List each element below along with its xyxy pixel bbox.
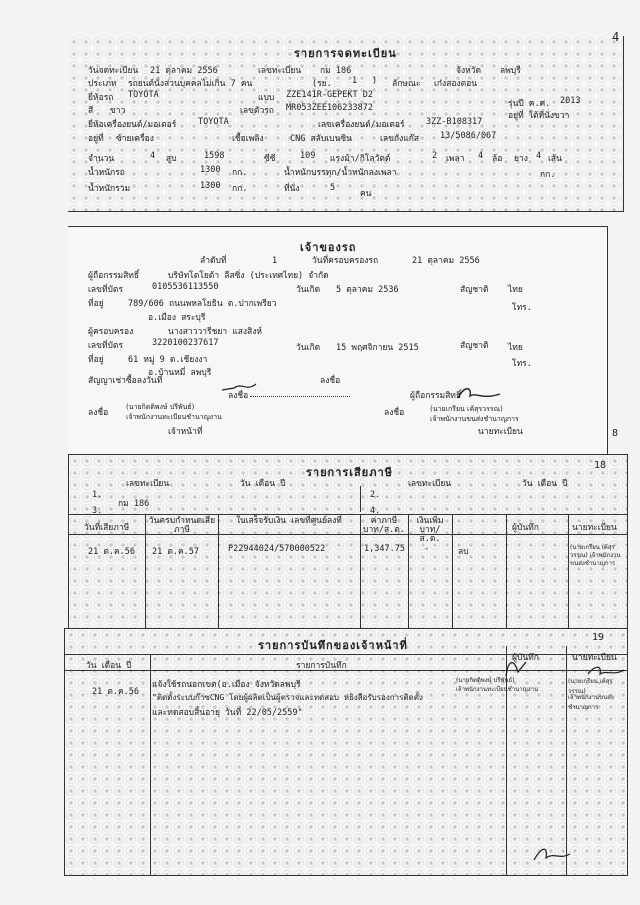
record-col-1 [150, 654, 151, 876]
ro-label: (รย. [312, 79, 332, 89]
tax-row-receipt: P22944024/570000522 [228, 544, 326, 554]
cc: 1598 [204, 151, 225, 161]
corner-number-mid: 8 [612, 428, 619, 439]
address-line2: อ.เมือง สระบุรี [148, 313, 206, 323]
id2-label: เลขที่บัตร [88, 341, 124, 351]
engine-no-label: เลขเครื่องยนต์/มอเตอร์ [318, 120, 405, 130]
tax-row-tax: 1,347.75 [364, 544, 405, 554]
tel2-label: โทร. [512, 359, 532, 369]
record-header-top [64, 654, 628, 655]
sign-line-1 [250, 396, 350, 397]
record-line-3: และทดสอบสิ้นอายุ วันที่ 22/05/2559" [152, 708, 303, 718]
address-line1: 789/606 ถนนพหลโยธิน ต.ปากเพรียว [128, 299, 277, 309]
address2-label: ที่อยู่ [88, 355, 104, 365]
dob2: 15 พฤศจิกายน 2515 [336, 343, 419, 353]
holder-sign-label: ผู้ถือกรรมสิทธิ์ [410, 391, 462, 401]
tax-head-date: วัน เดือน ปี [240, 479, 286, 489]
seats: 5 [330, 183, 336, 193]
registrar-position: เจ้าพนักงานขนส่งชำนาญการ [430, 415, 519, 423]
holder: บริษัทโตโยต้า ลีสซิ่ง (ประเทศไทย) จำกัด [168, 271, 329, 281]
tax-col-header-6: นายทะเบียน [572, 523, 617, 533]
axle-unit: เพลา [446, 154, 465, 164]
cylinders: 4 [150, 151, 156, 161]
province: ลพบุรี [500, 66, 521, 76]
tax-r2: 2. [370, 490, 381, 500]
tax-head-plate-2: เลขทะเบียน [408, 479, 452, 489]
tax-col-header-1: วันครบกำหนดเสียภาษี [148, 516, 216, 535]
tax-row-recorder: ลบ [458, 547, 469, 557]
cyl-unit: สูบ [166, 154, 177, 164]
wheels: 4 [478, 151, 484, 161]
nationality: ไทย [508, 285, 523, 295]
registrar-name: (นายเกรียน เค้สุรวรรณ) [430, 405, 503, 413]
gross-unit: กก. [232, 184, 248, 194]
officer-title: เจ้าหน้าที่ [168, 427, 203, 437]
id2: 3220100237617 [152, 338, 219, 348]
fuel: CNG สลับเบนซิน [290, 134, 352, 144]
sign-label-1: ลงชื่อ [228, 391, 249, 401]
corner-number-lower: 18 [594, 460, 607, 471]
corner-number: 4 [612, 30, 620, 44]
recorder-signature [500, 656, 530, 680]
record-date: 21 ต.ค.56 [92, 687, 140, 697]
holder-label: ผู้ถือกรรมสิทธิ์ [88, 271, 140, 281]
bottom-signature [532, 842, 572, 866]
tax-col-header-3: ค่าภาษี บาท/ส.ต. [363, 516, 405, 535]
nationality2-label: สัญชาติ [460, 341, 489, 351]
tax-col-header-2: ใบเสร็จรับเงิน เลขที่ศูนย์ลงที่ [236, 516, 342, 526]
tax-col-2 [218, 514, 219, 640]
tax-col-header-4: เงินเพิ่ม บาท/ส.ต. [416, 516, 444, 544]
type-label: ประเภท [88, 79, 117, 89]
tire-label: ยาง [514, 154, 528, 164]
id: 0105536113550 [152, 282, 219, 292]
year: 2013 [560, 96, 581, 106]
possessor: นางสาววารีชยา แสงสิงห์ [168, 327, 262, 337]
tax-r3: 3. [92, 506, 103, 516]
dob2-label: วันเกิด [296, 343, 321, 353]
tax-registrar-stamp: (นายเกรียน เค้สุรวรรณ) เจ้าพนักงานขนส่งชำนาญการ [570, 544, 621, 567]
count-label: จำนวน [88, 154, 115, 164]
record-col-recorder: ผู้บันทึก [512, 653, 539, 663]
order: 1 [272, 256, 278, 266]
address-label: ที่อยู่ [88, 299, 104, 309]
color: ขาว [110, 106, 126, 116]
plate: กม 186 [320, 66, 352, 76]
engine-loc-label: อยู่ที่ [88, 134, 104, 144]
gross: 1300 [200, 181, 221, 191]
record-stamp-4: เจ้าพนักงานขนส่งชำนาญการ [568, 694, 614, 711]
sign-label-2: ลงชื่อ [88, 408, 109, 418]
tax-col-header-5: ผู้บันทึก [512, 523, 539, 533]
brand-label: ยี่ห้อรถ [88, 93, 114, 103]
contract-date-label: ลงชื่อ [320, 376, 341, 386]
tax-header-top [68, 514, 628, 515]
record-col-date: วัน เดือน ปี [86, 661, 132, 671]
record-stamp-1: (นายกิตติพงษ์ ปรีพันธ์) [456, 677, 515, 684]
tax-row-paid-date: 21 ต.ค.56 [88, 547, 136, 557]
weight: 1300 [200, 165, 221, 175]
hp-unit: แรงม้า/กิโลวัตต์ [330, 154, 391, 164]
tel-label: โทร. [512, 303, 532, 313]
possess-date: 21 ตุลาคม 2556 [412, 256, 480, 266]
nationality-label: สัญชาติ [460, 285, 489, 295]
tax-row-due-date: 21 ต.ค.57 [152, 547, 200, 557]
tax-col-5 [452, 514, 453, 640]
nationality2: ไทย [508, 343, 523, 353]
load-label: น้ำหนักบรรทุก/น้ำหนักลงเพลา [284, 168, 397, 178]
record-stamp-3: (นายเกรียน เค้สุรวรรณ) [568, 678, 613, 695]
tax-row-extra: - [424, 544, 430, 554]
chassis-label: เลขตัวรถ [240, 106, 274, 116]
model-label: แบบ [258, 93, 275, 103]
seats-label: ที่นั่ง [284, 184, 300, 194]
plate-label: เลขทะเบียน [258, 66, 302, 76]
contract-label: สัญญาเช่าซื้อลงวันที่ [88, 376, 163, 386]
tax-title: รายการเสียภาษี [306, 466, 393, 479]
registration-title: รายการจดทะเบียน [294, 47, 397, 60]
ro: 1 [352, 76, 358, 86]
tax-col-3 [360, 514, 361, 640]
registrar-title: นายทะเบียน [478, 427, 523, 437]
tires: 4 [536, 151, 542, 161]
seats-unit: คน [360, 189, 372, 199]
dob-label: วันเกิด [296, 285, 321, 295]
tax-col-1 [145, 514, 146, 640]
tank: 13/5086/067 [440, 131, 497, 141]
owner-title: เจ้าของรถ [300, 241, 357, 254]
tax-col-7 [568, 514, 569, 640]
officer-position: เจ้าพนักงานทะเบียนชำนาญงาน [126, 413, 222, 421]
engine-loc: ซ้ายเครื่อง [116, 134, 154, 144]
record-col-registrar: นายทะเบียน [572, 653, 617, 663]
address-line3: 61 หมู่ 9 ต.เชียงงา [128, 355, 208, 365]
engine-no: 3ZZ-B108317 [426, 117, 483, 127]
weight-unit: กก. [232, 168, 248, 178]
corner-number-bottom: 19 [592, 632, 605, 643]
tax-head-date-2: วัน เดือน ปี [522, 479, 568, 489]
record-stamp-2: เจ้าพนักงานทะเบียนชำนาญงาน [456, 686, 539, 693]
possessor-label: ผู้ครอบครอง [88, 327, 134, 337]
id-label: เลขที่บัตร [88, 285, 124, 295]
record-registrar-signature [586, 662, 626, 680]
record-line-1: แจ้งใช้รถนอกเขต(อ.เมือง จังหวัดลพบุรี [152, 680, 301, 690]
possess-label: วันที่ครอบครองรถ [312, 256, 379, 266]
style: เก๋งสองตอน [434, 79, 478, 89]
tax-r4: 4. [370, 506, 381, 516]
brand: TOYOTA [128, 90, 159, 100]
tax-r1: 1. [92, 490, 103, 500]
engine-brand-label: ยี่ห้อเครื่องยนต์/มอเตอร์ [88, 120, 177, 130]
tax-col-header-0: วันที่เสียภาษี [84, 523, 130, 533]
tax-r1-plate: กม 186 [118, 499, 150, 509]
record-title: รายการบันทึกของเจ้าหน้าที่ [258, 639, 408, 652]
dob: 5 ตุลาคม 2536 [336, 285, 399, 295]
axles: 2 [432, 151, 438, 161]
chassis: MR053ZEE106233872 [286, 103, 373, 113]
address-line4: อ.บ้านหมี่ ลพบุรี [148, 368, 212, 378]
tax-col-4 [408, 514, 409, 640]
registrar-signature [454, 384, 504, 404]
province-label: จังหวัด [456, 66, 482, 76]
year-label: รุ่นปี ค.ศ. [508, 99, 551, 109]
model: ZZE141R-GEPEKT D2 [286, 90, 373, 100]
reg-date-label: วันจดทะเบียน [88, 66, 139, 76]
tank-label: เลขถังแก๊ส [380, 134, 420, 144]
style-label: ลักษณะ [392, 79, 421, 89]
record-col-entry: รายการบันทึก [296, 661, 347, 671]
weight-label: น้ำหนักรถ [88, 168, 125, 178]
sign-label-3: ลงชื่อ [384, 408, 405, 418]
horsepower: 109 [300, 151, 316, 161]
chassis-location: อยู่ที่ ใต้ที่นั่งขวา [508, 111, 570, 121]
order-label: ลำดับที่ [200, 256, 227, 266]
ro-close: ) [372, 76, 378, 86]
color-label: สี [88, 106, 94, 116]
record-line-2: "ติดตั้งระบบก๊าซCNG โดยผู้ผลิตเป็นผู้ตรวจและทดสอบ หยิงสือรับรองการติดตั้ง [152, 693, 423, 702]
reg-date: 21 ตุลาคม 2556 [150, 66, 218, 76]
fuel-label: เชื้อเพลิง [232, 134, 264, 144]
officer-signature [220, 378, 260, 398]
load-unit: กก. [540, 170, 556, 180]
wheel-unit: ล้อ [492, 154, 503, 164]
officer-name: (นายกิตติพงษ์ ปรีพันธ์) [126, 403, 195, 411]
gross-label: น้ำหนักรวม [88, 184, 131, 194]
tax-head-plate: เลขทะเบียน [126, 479, 170, 489]
tire-unit: เส้น [548, 154, 562, 164]
cc-unit: ซีซี [264, 154, 276, 164]
type: รถยนต์นั่งส่วนบุคคลไม่เกิน 7 คน [128, 79, 253, 89]
tax-mid-divider [360, 486, 361, 512]
engine-brand: TOYOTA [198, 117, 229, 127]
tax-col-6 [506, 514, 507, 640]
